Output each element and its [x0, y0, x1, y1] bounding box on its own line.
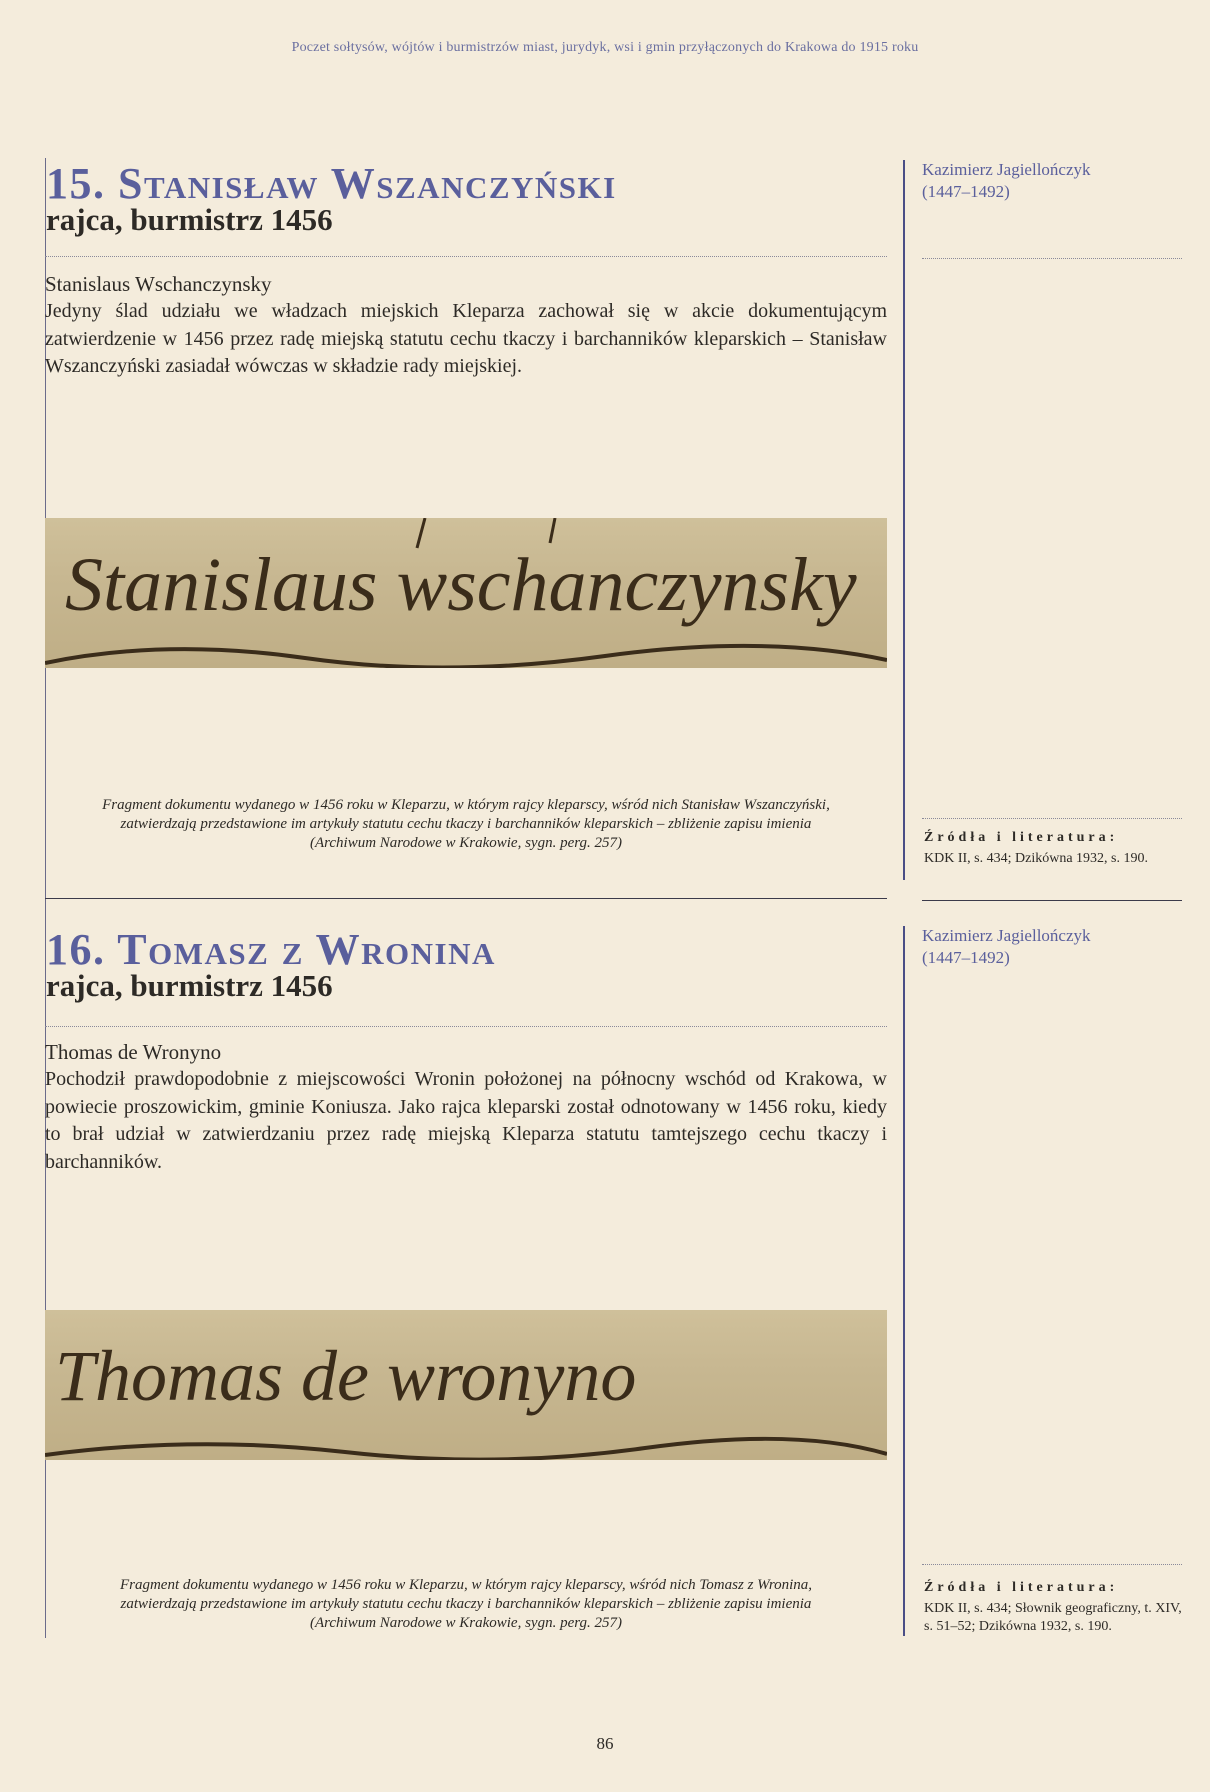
caption-line: zatwierdzają przedstawione im artykuły statutu cechu tkaczy i barchanników kleparskich – zbliżenie zapisu imienia: [120, 1596, 812, 1612]
show-through-ghost: [860, 160, 871, 211]
divider: [45, 1026, 887, 1027]
entry-subtitle: rajca, burmistrz 1456: [46, 202, 333, 237]
ruler-years: (1447–1492): [922, 948, 1010, 967]
sources-text: KDK II, s. 434; Dzikówna 1932, s. 190.: [924, 851, 1148, 866]
entry-name: Stanisław Wszanczyński: [118, 159, 617, 208]
sidebar-rule: [903, 260, 905, 880]
ruler-name: Kazimierz Jagiellończyk: [922, 926, 1091, 945]
sources-label: Źródła i literatura:: [924, 830, 1119, 845]
ruler-name: Kazimierz Jagiellończyk: [922, 160, 1091, 179]
entry-number: 16.: [46, 925, 106, 974]
caption-line: (Archiwum Narodowe w Krakowie, sygn. perg. 257): [309, 1615, 623, 1631]
sidebar-divider: [922, 1564, 1182, 1565]
sources-label: Źródła i literatura:: [924, 1580, 1119, 1595]
manuscript-image: [45, 1310, 887, 1460]
ruler-years: (1447–1492): [922, 182, 1010, 201]
figure-caption: [45, 1576, 887, 1633]
sidebar-divider: [922, 818, 1182, 819]
page-number: 86: [596, 1734, 614, 1753]
manuscript-image: [45, 518, 887, 668]
sidebar-divider: [922, 900, 1182, 901]
caption-line: Fragment dokumentu wydanego w 1456 roku w Kleparzu, w którym rajcy kleparscy, wśród nich Tomasz z Wronina,: [119, 1577, 813, 1593]
entry-body: Pochodził prawdopodobnie z miejscowości Wronin położonej na północny wschód od Krakowa, w powiecie proszowickim, gminie Koniusza. Jako rajca kleparski został odnotowany w 1456 roku, kiedy to brał udział w zatwierdzaniu przez radę miejską Kleparza statutu tamtejszego cechu tkaczy i barchanników.: [45, 1068, 887, 1173]
caption-line: (Archiwum Narodowe w Krakowie, sygn. perg. 257): [309, 835, 623, 851]
caption-line: zatwierdzają przedstawione im artykuły statutu cechu tkaczy i barchanników kleparskich – zbliżenie zapisu imienia: [120, 816, 812, 832]
entry-number: 15.: [46, 159, 106, 208]
entry-subtitle: rajca, burmistrz 1456: [46, 968, 333, 1003]
entry-body: Jedyny ślad udziału we władzach miejskich Kleparza zachował się w akcie dokumentującym zatwierdzenie w 1456 przez radę miejską statutu cechu tkaczy i barchanników kleparskich – Stanisław Wszanczyński zasiadał wówczas w składzie rady miejskiej.: [45, 300, 887, 377]
entry-name: Tomasz z Wronina: [117, 925, 496, 974]
figure-caption: [45, 796, 887, 853]
sidebar-rule: [903, 926, 905, 1636]
sidebar-divider: [922, 258, 1182, 259]
section-divider: [45, 898, 887, 899]
caption-line: Fragment dokumentu wydanego w 1456 roku w Kleparzu, w którym rajcy kleparscy, wśród nich Stanisław Wszanczyński,: [102, 797, 830, 813]
manuscript-text: Stanislaus wschanczynsky: [65, 543, 857, 627]
sidebar-rule: [903, 160, 905, 260]
running-header: Poczet sołtysów, wójtów i burmistrzów miast, jurydyk, wsi i gmin przyłączonych do Krakowa do 1915 roku: [291, 40, 919, 55]
sources-text: KDK II, s. 434; Słownik geograficzny, t. XIV, s. 51–52; Dzikówna 1932, s. 190.: [924, 1601, 1182, 1634]
latin-name: Stanislaus Wschanczynsky: [45, 272, 272, 296]
latin-name: Thomas de Wronyno: [45, 1040, 222, 1064]
manuscript-text: Thomas de wronyno: [55, 1336, 637, 1416]
divider: [45, 256, 887, 257]
